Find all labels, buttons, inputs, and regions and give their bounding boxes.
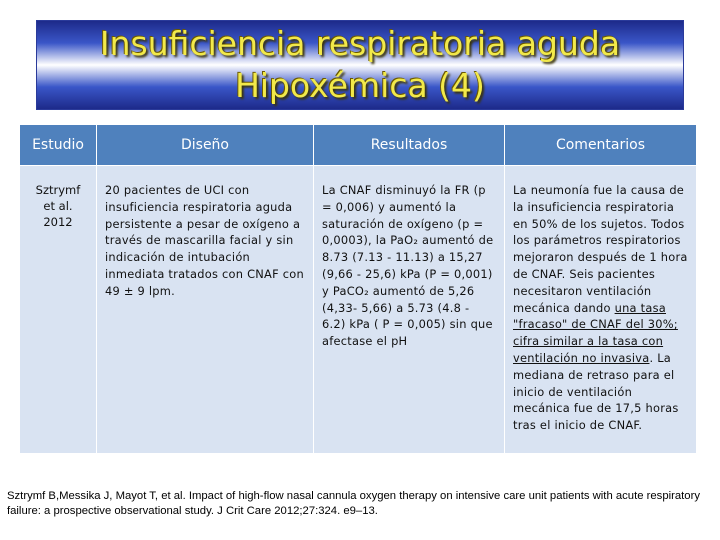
header-comentarios: Comentarios — [505, 125, 697, 166]
table-row — [20, 166, 697, 454]
study-table — [19, 124, 696, 454]
slide-title-line-2: Hipoxémica (4) — [235, 66, 485, 105]
cell-estudio — [20, 166, 97, 454]
cell-resultados: La CNAF disminuyó la FR (p = 0,006) y aumentó la saturación de oxígeno (p = 0,0003), la PaO₂ aumentó de 8.73 (7.13 - 11.13) a 15,27 (9,66 - 25,6) kPa (P = 0,001) y PaCO₂ aumentó de 5,26 (4,33- 5,66) a 5.73 (4.8 - 6.2) kPa ( P = 0,005) sin que afectase el pH — [314, 166, 505, 454]
estudio-author: Sztrymf — [35, 183, 81, 197]
cell-comentarios — [505, 166, 697, 454]
comentarios-text-1: La neumonía fue la causa de la insuficiencia respiratoria en 50% de los sujetos. Todos los parámetros respiratorios mejoraron después de 1 hora de CNAF. Seis pacientes necesitaron ventilación mecánica dando — [513, 183, 688, 315]
title-banner — [36, 20, 684, 110]
header-estudio: Estudio — [20, 125, 97, 166]
table-header-row — [20, 125, 697, 166]
estudio-year: 2012 — [43, 215, 73, 229]
comentarios-text-2: . La mediana de retraso para el inicio de ventilación mecánica fue de 17,5 horas tras el inicio de CNAF. — [513, 350, 679, 433]
cell-diseno: 20 pacientes de UCI con insuficiencia respiratoria aguda persistente a pesar de oxígeno a través de mascarilla facial y sin indicación de intubación inmediata tratados con CNAF con 49 ± 9 lpm. — [97, 166, 314, 454]
header-diseno: Diseño — [97, 125, 314, 166]
estudio-etal: et al. — [43, 199, 73, 213]
reference-citation: Sztrymf B,Messika J, Mayot T, et al. Impact of high-flow nasal cannula oxygen therapy on intensive care unit patients with acute respiratory failure: a prospective observational study. J Crit Care 2012;27:324. e9–13. — [7, 490, 700, 517]
study-table-grid — [19, 124, 697, 454]
header-resultados: Resultados — [314, 125, 505, 166]
comentarios-underlined: una tasa "fracaso" de CNAF del 30%; cifra similar a la tasa con ventilación no invasiva — [513, 300, 678, 365]
slide-title-line-1: Insuficiencia respiratoria aguda — [99, 24, 621, 63]
